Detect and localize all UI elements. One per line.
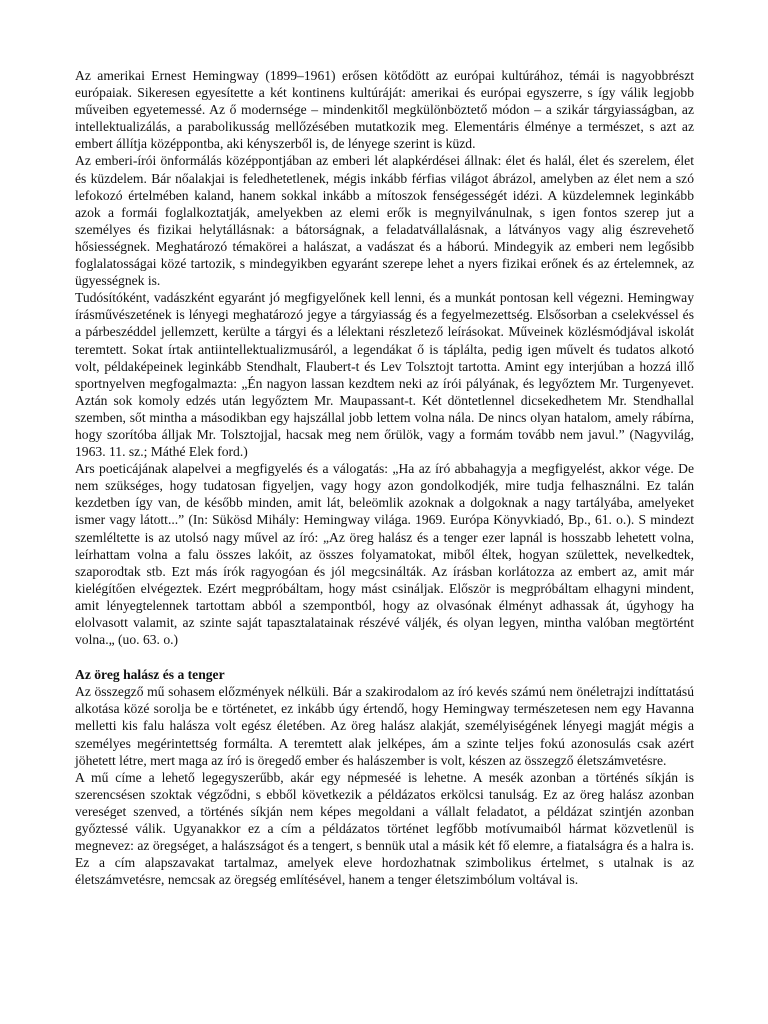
section-paragraph-1: Az összegző mű sohasem előzmények nélküli. Bár a szakirodalom az író kevés számú nem önéletrajzi indíttatású alkotása közé sorolja be e történetet, ez inkább úgy értendő, hogy Hemingway természetesen nem egy Havanna melletti kis falu halásza volt egész életében. Az öreg halász alakját, személyiségének lényegi magját mégis a személyes megérintettség formálta. A teremtett alak jelképes, ám a szinte teljes fokú azonosulás csak azért jöhetett létre, mert maga az író is öregedő ember és halászember is volt, készen az összegző életszámvetésre. [75,684,694,768]
section-heading: Az öreg halász és a tenger [75,667,225,683]
document-page [75,67,694,888]
intro-paragraph-3: Tudósítóként, vadászként egyaránt jó megfigyelőnek kell lenni, és a munkát pontosan kell végezni. Hemingway írásművészetének is lényegi meghatározó jegye a tárgyiasság és a fegyelmezettség. Elsősorban a cselekvéssel és a párbeszéddel jellemzett, kerülte a tárgyi és a lélektani részletező leírásokat. Műveinek közlésmódjával iskolát teremtett. Sokat írtak antiintellektualizmusáról, a legendákat ő is táplálta, pedig igen művelt és tudatos alkotó volt, példaképeinek leginkább Stendhalt, Flaubert-t és Lev Tolsztojt tartotta. Amint egy interjúban a hozzá illő sportnyelven megfogalmazta: „Én nagyon lassan kezdtem neki az írói pályának, és legyőztem Mr. Turgenyevet. Aztán sok komoly edzés után legyőztem Mr. Maupassant-t. Két döntetlennel dicsekedhetem Mr. Stendhallal szemben, sőt mintha a másodikban egy hajszállal jobb lettem volna nála. De nincs olyan hatalom, amely rábírna, hogy szorítóba álljak Mr. Tolsztojjal, hacsak meg nem őrülök, vagy a formám tovább nem javul.” (Nagyvilág, 1963. 11. sz.; Máthé Elek ford.) [75,290,694,460]
intro-paragraph-1: Az amerikai Ernest Hemingway (1899–1961) erősen kötődött az európai kultúrához, témái is nagyobbrészt európaiak. Sikeresen egyesítette a két kontinens kultúráját: amerikai és európai egyszerre, s így válik legjobb műveiben egyetemessé. Az ő modernsége – mindenkitől megkülönböztető módon – a szikár tárgyiasságban, az intellektualizálás, a parabolikusság mellőzésében mutatkozik meg. Elementáris élménye a természet, s azt az embert állítja középpontba, aki kényszerből is, de lényege szerint is küzd. [75,68,694,152]
intro-paragraph-4: Ars poeticájának alapelvei a megfigyelés és a válogatás: „Ha az író abbahagyja a megfigyelést, akkor vége. De nem szükséges, hogy tudatosan figyeljen, vagy hogy azon gondolkodjék, mire tudja felhasználni. Ez talán kezdetben így van, de később minden, amit lát, beleömlik azoknak a dolgoknak a nagy tartályába, amelyeket ismer vagy látott...” (In: Sükösd Mihály: Hemingway világa. 1969. Európa Könyvkiadó, Bp., 61. o.). S mindezt szemléltette is az utolsó nagy művel az író: „Az öreg halász és a tenger ezer lapnál is hosszabb lehetett volna, leírhattam volna a falu összes lakóit, az összes folyamatokat, miből éltek, hogyan születtek, nevelkedtek, szaporodtak stb. Ezt más írók ragyogóan és jól megcsinálták. Az írásban korlátozza az embert az, amit már kielégítően elvégeztek. Ezért megpróbáltam, hogy mást csináljak. Először is megpróbáltam elhagyni mindent, amit lényegtelennek tartottam abból a szempontból, hogy az olvasónak élményt adhassak át, úgyhogy ha elolvasott valamit, az szinte saját tapasztalatainak részévé váljék, és olyan legyen, mintha valóban megtörtént volna.„ (uo. 63. o.) [75,461,694,648]
intro-paragraph-2: Az emberi-írói önformálás középpontjában az emberi lét alapkérdései állnak: élet és halál, élet és szerelem, élet és küzdelem. Bár nőalakjai is feledhetetlenek, mégis inkább férfias világot ábrázol, amelyben az élet nem a szó lefokozó értelmében kaland, hanem sokkal inkább a mítoszok fenségességét idézi. A küzdelemnek leginkább azok a formái foglalkoztatják, amelyekben az elemi erők is megnyilvánulnak, s igen fontos szerep jut a személyes és fizikai helytállásnak: a bátorságnak, a feladatvállalásnak, a látványos vagy alig észrevehető hősiességnek. Meghatározó témakörei a halászat, a vadászat és a háború. Mindegyik az emberi nem legősibb foglalatosságai közé tartozik, s mindegyikben egyaránt szerepe lehet a nyers fizikai erőnek és az értelemnek, az ügyességnek is. [75,153,694,289]
section-paragraph-2: A mű címe a lehető legegyszerűbb, akár egy népmeséé is lehetne. A mesék azonban a történés síkján is szerencsésen szoktak végződni, s ebből következik a példázatos erkölcsi tanulság. Ez az öreg halász azonban vereséget szenved, a történés síkján nem képes megoldani a vállalt feladatot, a példázat szintjén azonban győztessé válik. Ugyanakkor ez a cím a példázatos történet legfőbb motívumaiból hármat közvetlenül is megnevez: az öregséget, a halászságot és a tengert, s bennük utal a másik két fő elemre, a fiatalságra és a halra is. Ez a cím alapszavakat tartalmaz, amelyek eleve hordozhatnak szimbolikus értelmet, s utalnak is az életszámvetésre, nemcsak az öregség említésével, hanem a tenger életszimbólum voltával is. [75,769,694,888]
